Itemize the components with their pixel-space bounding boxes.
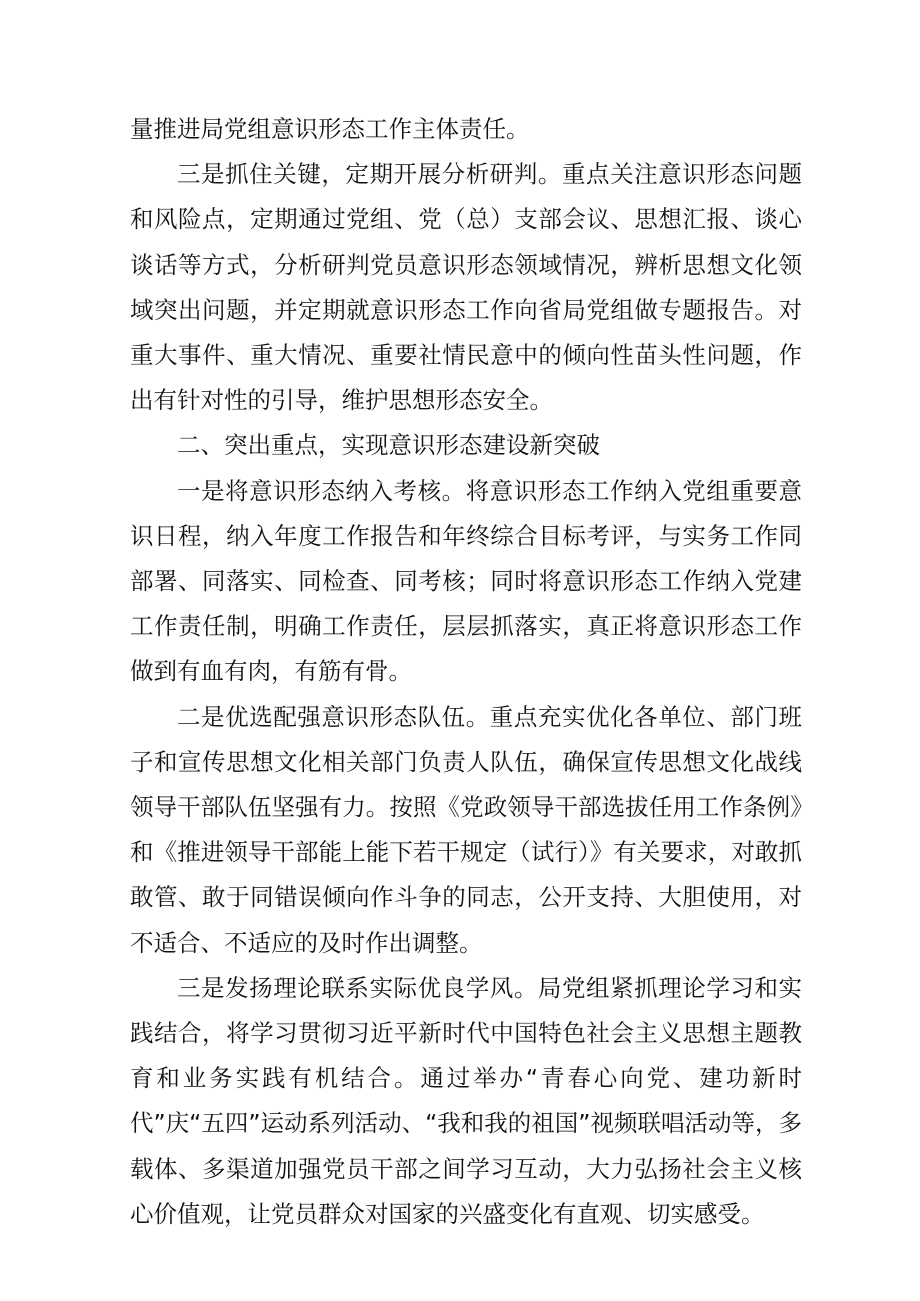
paragraph-key-analysis: 三是抓住关键，定期开展分析研判。重点关注意识形态问题和风险点，定期通过党组、党（总）支部会议、思想汇报、谈心谈话等方式，分析研判党员意识形态领域情况，辨析思想文化领域突出问题，并定期就意识形态工作向省局党组做专题报告。对重大事件、重大情况、重要社情民意中的倾向性苗头性问题，作出有针对性的引导，维护思想形态安全。	[130, 160, 802, 415]
paragraph-team-building: 二是优选配强意识形态队伍。重点充实优化各单位、部门班子和宣传思想文化相关部门负责人队伍，确保宣传思想文化战线领导干部队伍坚强有力。按照《党政领导干部选拔任用工作条例》和《推进领导干部能上能下若干规定（试行）》有关要求，对敢抓敢管、敢于同错误倾向作斗争的同志，公开支持、大胆使用，对不适合、不适应的及时作出调整。	[130, 702, 802, 957]
paragraph-continuation: 量推进局党组意识形态工作主体责任。	[130, 115, 530, 143]
paragraph-study-style: 三是发扬理论联系实际优良学风。局党组紧抓理论学习和实践结合，将学习贯彻习近平新时代中国特色社会主义思想主题教育和业务实践有机结合。通过举办“青春心向党、建功新时代”庆“五四”运动系列活动、“我和我的祖国”视频联唱活动等，多载体、多渠道加强党员干部之间学习互动，大力弘扬社会主义核心价值观，让党员群众对国家的兴盛变化有直观、切实感受。	[130, 973, 802, 1228]
section-heading-2: 二、突出重点，实现意识形态建设新突破	[177, 431, 600, 460]
paragraph-assessment: 一是将意识形态纳入考核。将意识形态工作纳入党组重要意识日程，纳入年度工作报告和年终综合目标考评，与实务工作同部署、同落实、同检查、同考核；同时将意识形态工作纳入党建工作责任制，明确工作责任，层层抓落实，真正将意识形态工作做到有血有肉，有筋有骨。	[130, 476, 802, 686]
document-body	[130, 107, 802, 1237]
